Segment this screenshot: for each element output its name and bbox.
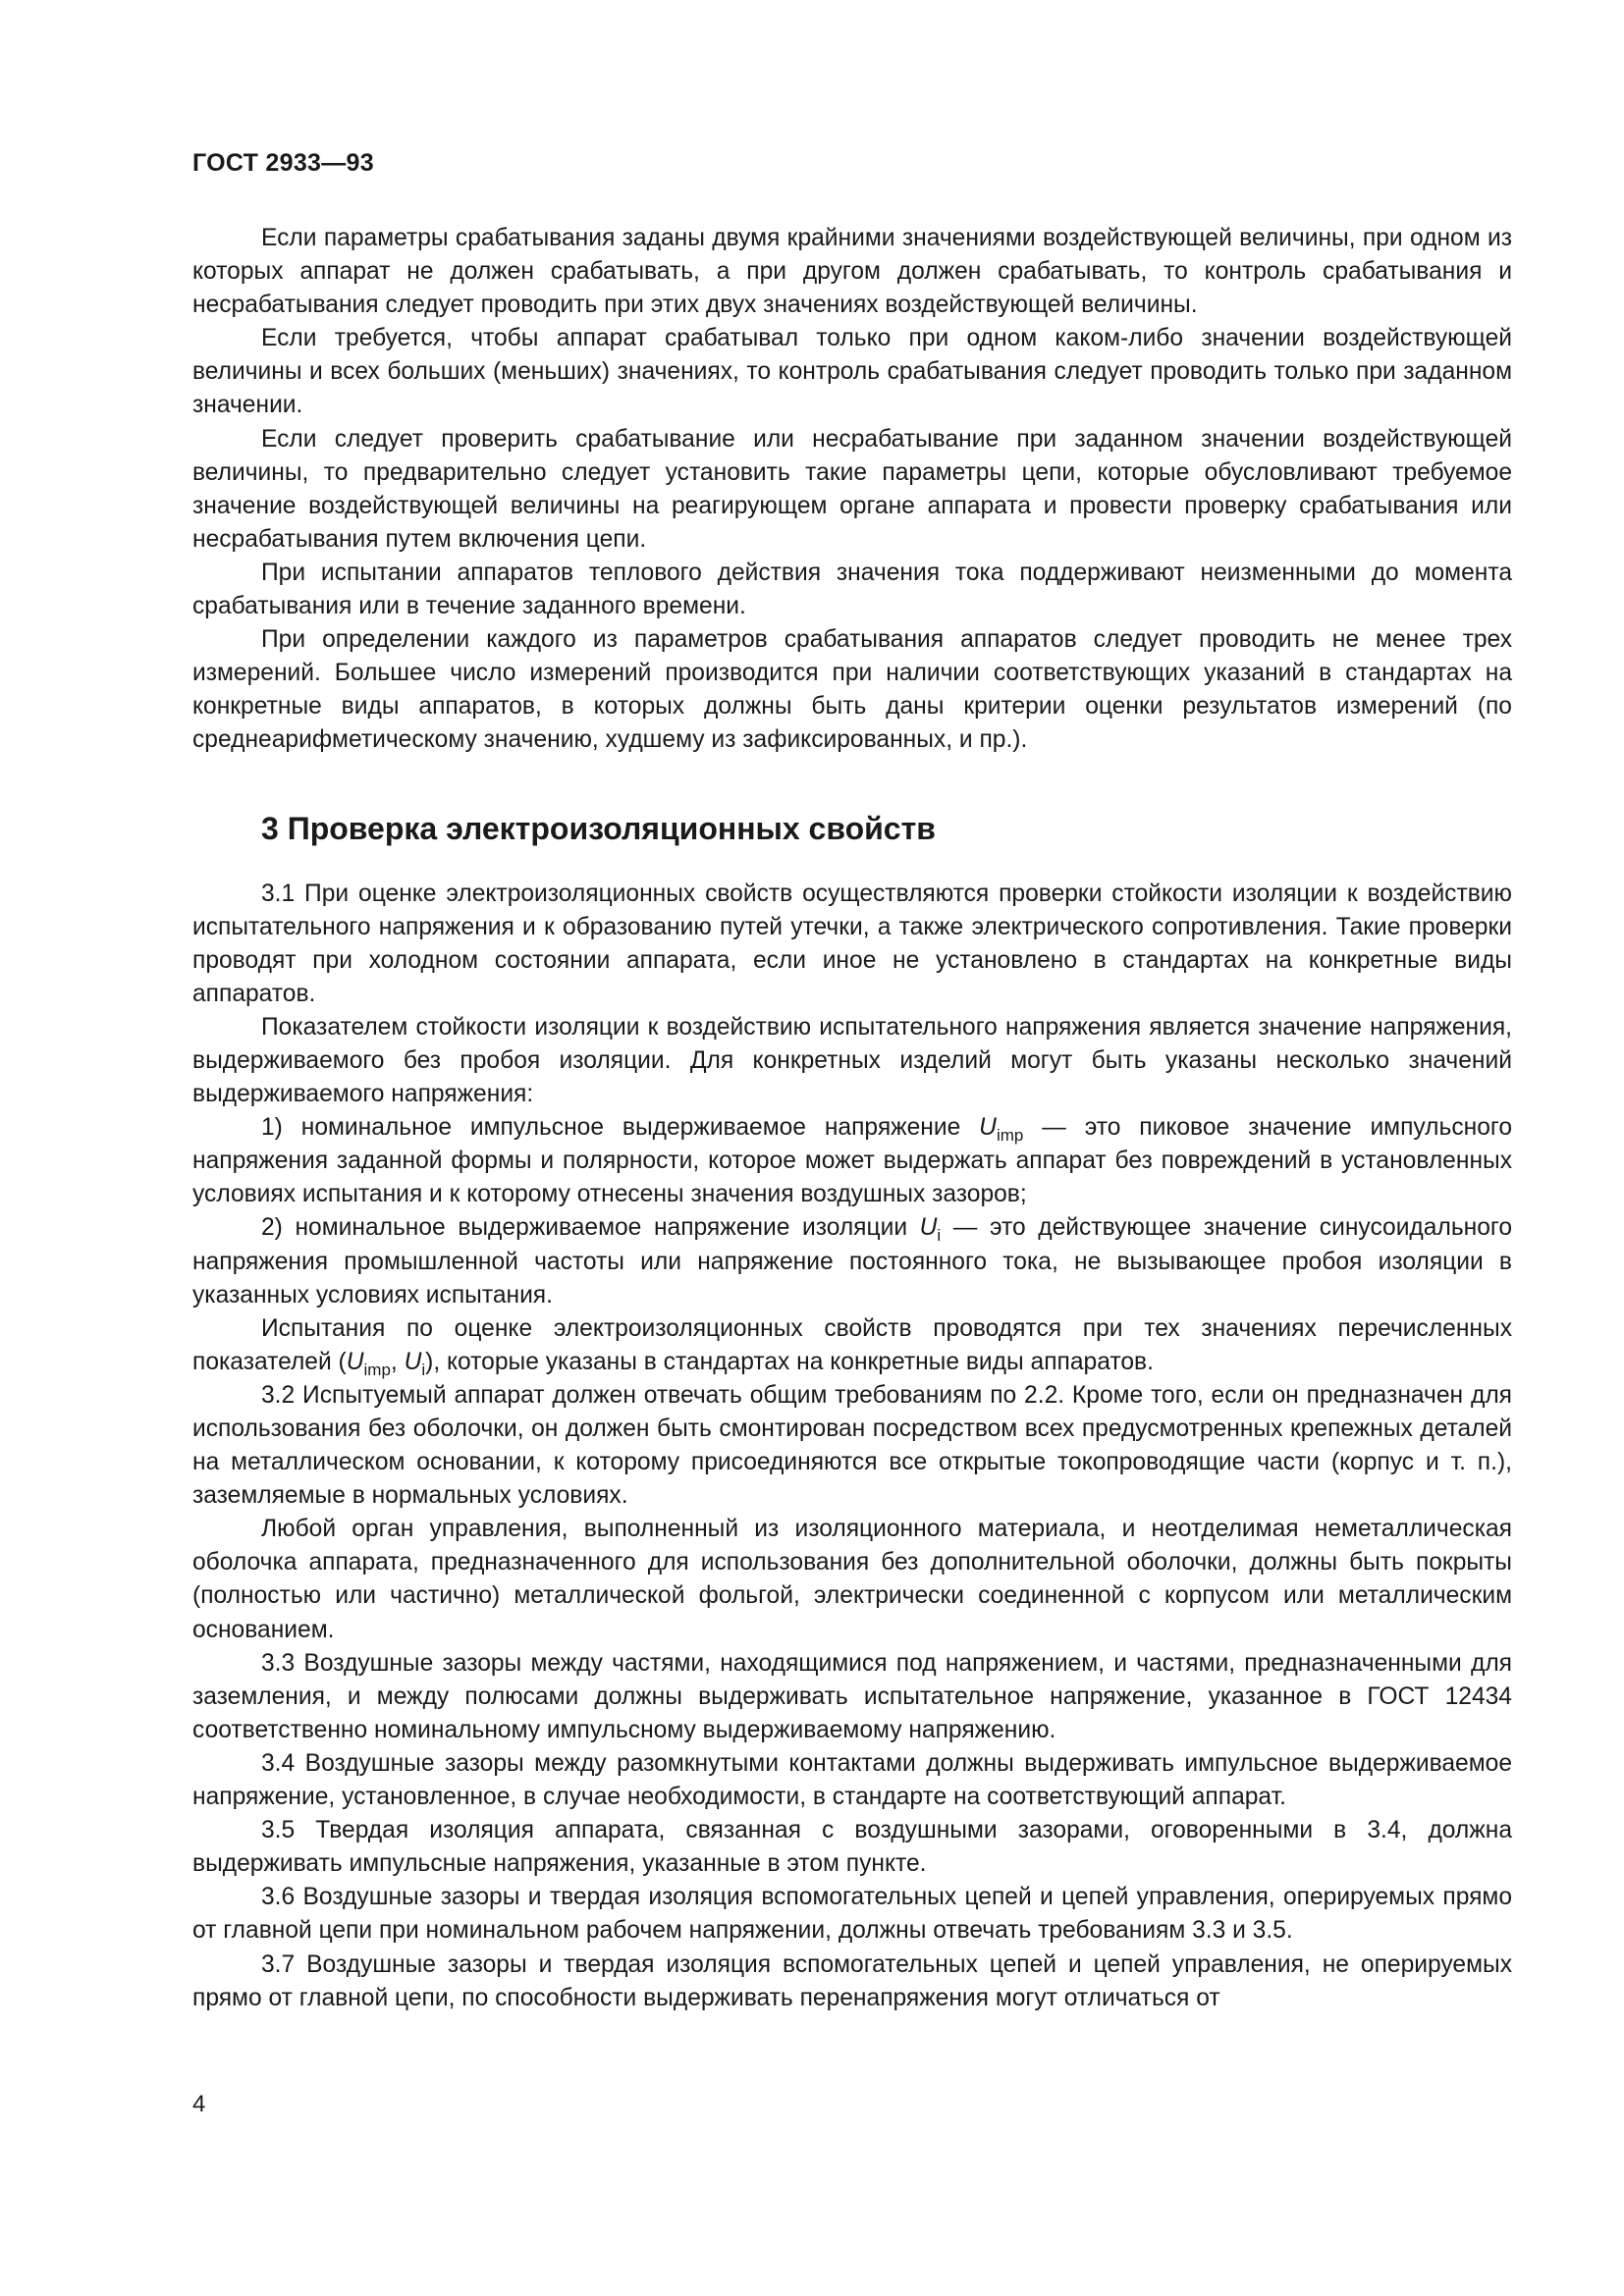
clause-3-1: 3.1 При оценке электроизоляционных свойств осуществляются проверки стойкости изоляции к воздействию испытательного напряжения и к образованию путей утечки, а также электрического сопротивления. Такие проверки проводят при холодном состоянии аппарата, если иное не установлено в стандартах на конкретные виды аппаратов. [192, 880, 1512, 1007]
clause-3-5: 3.5 Твердая изоляция аппарата, связанная с воздушными зазорами, оговоренными в 3.4, должна выдерживать импульсные напряжения, указанные в этом пункте. [192, 1817, 1512, 1878]
page-body [192, 222, 1512, 2015]
list-item: 1) номинальное импульсное выдерживаемое напряжение $U_{imp}$ — это пиковое значение импульсного напряжения заданной формы и полярности, которое может выдержать аппарат без повреждений в установленных условиях испытания и к которому отнесены значения воздушных зазоров; [192, 1114, 1512, 1208]
paragraph: Если параметры срабатывания заданы двумя крайними значениями воздействующей величины, при одном из которых аппарат не должен срабатывать, а при другом должен срабатывать, то контроль срабатывания и несрабатывания следует проводить при этих двух значениях воздействующей величины. [192, 225, 1512, 319]
paragraph: Если требуется, чтобы аппарат срабатывал только при одном каком-либо значении воздействующей величины и всех больших (меньших) значениях, то контроль срабатывания следует проводить только при заданном значении. [192, 325, 1512, 419]
section-heading: 3 Проверка электроизоляционных свойств [261, 810, 936, 846]
page-number: 4 [192, 2091, 206, 2117]
clause-3-4: 3.4 Воздушные зазоры между разомкнутыми контактами должны выдерживать импульсное выдерживаемое напряжение, установленное, в случае необходимости, в стандарте на соответствующий аппарат. [192, 1749, 1512, 1811]
paragraph: Показателем стойкости изоляции к воздействию испытательного напряжения является значение напряжения, выдерживаемого без пробоя изоляции. Для конкретных изделий могут быть указаны несколько значений выдерживаемого напряжения: [192, 1013, 1512, 1108]
paragraph: Испытания по оценке электроизоляционных свойств проводятся при тех значениях перечисленных показателей ($U_{imp}$, $U_i$), которые указаны в стандартах на конкретные виды аппаратов. [192, 1314, 1512, 1379]
list-item: 2) номинальное выдерживаемое напряжение изоляции $U_i$ — это действующее значение синусоидального напряжения промышленной частоты или напряжение постоянного тока, не вызывающее пробоя изоляции в указанных условиях испытания. [192, 1214, 1512, 1308]
clause-3-6: 3.6 Воздушные зазоры и твердая изоляция вспомогательных цепей и цепей управления, оперируемых прямо от главной цепи при номинальном рабочем напряжении, должны отвечать требованиям 3.3 и 3.5. [192, 1884, 1512, 1945]
paragraph: Если следует проверить срабатывание или несрабатывание при заданном значении воздействующей величины, то предварительно следует установить такие параметры цепи, которые обусловливают требуемое значение воздействующей величины на реагирующем органе аппарата и провести проверку срабатывания или несрабатывания путем включения цепи. [192, 425, 1512, 553]
clause-3-7: 3.7 Воздушные зазоры и твердая изоляция вспомогательных цепей и цепей управления, не оперируемых прямо от главной цепи, по способности выдерживать перенапряжения могут отличаться от [192, 1950, 1512, 2011]
clause-3-2: 3.2 Испытуемый аппарат должен отвечать общим требованиям по 2.2. Кроме того, если он предназначен для использования без оболочки, он должен быть смонтирован посредством всех предусмотренных крепежных деталей на металлическом основании, к которому присоединяются все открытые токопроводящие части (корпус и т. п.), заземляемые в нормальных условиях. [192, 1381, 1512, 1510]
paragraph: При испытании аппаратов теплового действия значения тока поддерживают неизменными до момента срабатывания или в течение заданного времени. [192, 559, 1512, 620]
clause-3-3: 3.3 Воздушные зазоры между частями, находящимися под напряжением, и частями, предназначенными для заземления, и между полюсами должны выдерживать испытательное напряжение, указанное в ГОСТ 12434 соответственно номинальному импульсному выдерживаемому напряжению. [192, 1649, 1512, 1743]
paragraph: При определении каждого из параметров срабатывания аппаратов следует проводить не менее трех измерений. Большее число измерений производится при наличии соответствующих указаний в стандартах на конкретные виды аппаратов, в которых должны быть даны критерии оценки результатов измерений (по среднеарифметическому значению, худшему из зафиксированных, и пр.). [192, 626, 1512, 754]
document-header: ГОСТ 2933—93 [192, 149, 374, 177]
paragraph: Любой орган управления, выполненный из изоляционного материала, и неотделимая неметаллическая оболочка аппарата, предназначенного для использования без дополнительной оболочки, должны быть покрыты (полностью или частично) металлической фольгой, электрически соединенной с корпусом или металлическим основанием. [192, 1516, 1512, 1643]
